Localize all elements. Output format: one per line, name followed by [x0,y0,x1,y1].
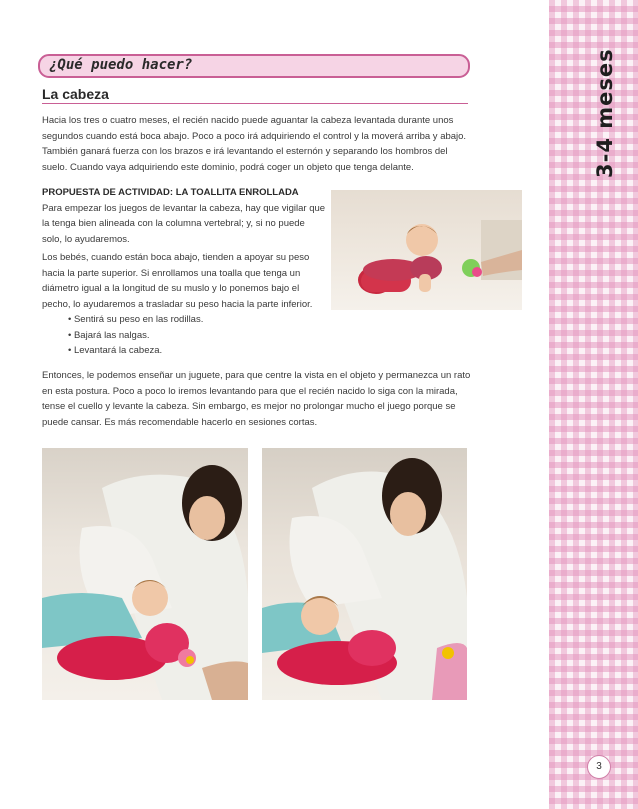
list-item: • Levantará la cabeza. [68,343,203,359]
activity-text: Para empezar los juegos de levantar la cabeza, hay que vigilar que la tenga bien alineada con la columna vertebral; y, si no puede solo, lo ayudaremos. [42,202,326,245]
effects-list [68,312,203,359]
activity-block [42,185,327,247]
list-item: • Sentirá su peso en las rodillas. [68,312,203,328]
activity-title: PROPUESTA DE ACTIVIDAD: LA TOALLITA ENROLLADA [42,187,299,198]
age-label: 3-4 meses [593,48,617,178]
paragraph-toy: Entonces, le podemos enseñar un juguete, para que centre la vista en el objeto y permanezca un rato en esta postura. Poco a poco lo iremos levantando para que el recién nacido lo siga con la mirada, tense el cuello y levante la cabeza. Sin embargo, es mejor no prolongar mucho el juego porque se puede cansar. Es más recomendable hacerlo en sesiones cortas. [42,370,471,428]
page-number: 3 [587,755,611,779]
photo-baby-towel [331,190,522,310]
section-banner [38,54,470,78]
intro-paragraph: Hacia los tres o cuatro meses, el recién nacido puede aguantar la cabeza levantada durante unos segundos cuando está boca abajo. Poco a poco irá adquiriendo el control y la moverá arriba y abajo. También ganará fuerza con los brazos e irá levantando el esternón y separando los hombros del suelo. Cuando vaya adquiriendo este dominio, podrá coger un objeto que tenga delante. [42,115,467,173]
paragraph-weight: Los bebés, cuando están boca abajo, tienden a apoyar su peso hacia la parte superior. Si enrollamos una toalla que tenga un diámetro igual a la longitud de su muslo y lo ponemos bajo el pecho, lo ayudaremos a trasladar su peso hacia la parte inferior. [42,252,313,310]
section-heading: La cabeza [42,86,109,102]
section-banner-title: ¿Qué puedo hacer? [49,57,193,73]
heading-divider [42,103,468,104]
photo-mother-baby-1 [42,448,248,700]
list-item: • Bajará las nalgas. [68,328,203,344]
photo-mother-baby-2 [262,448,467,700]
